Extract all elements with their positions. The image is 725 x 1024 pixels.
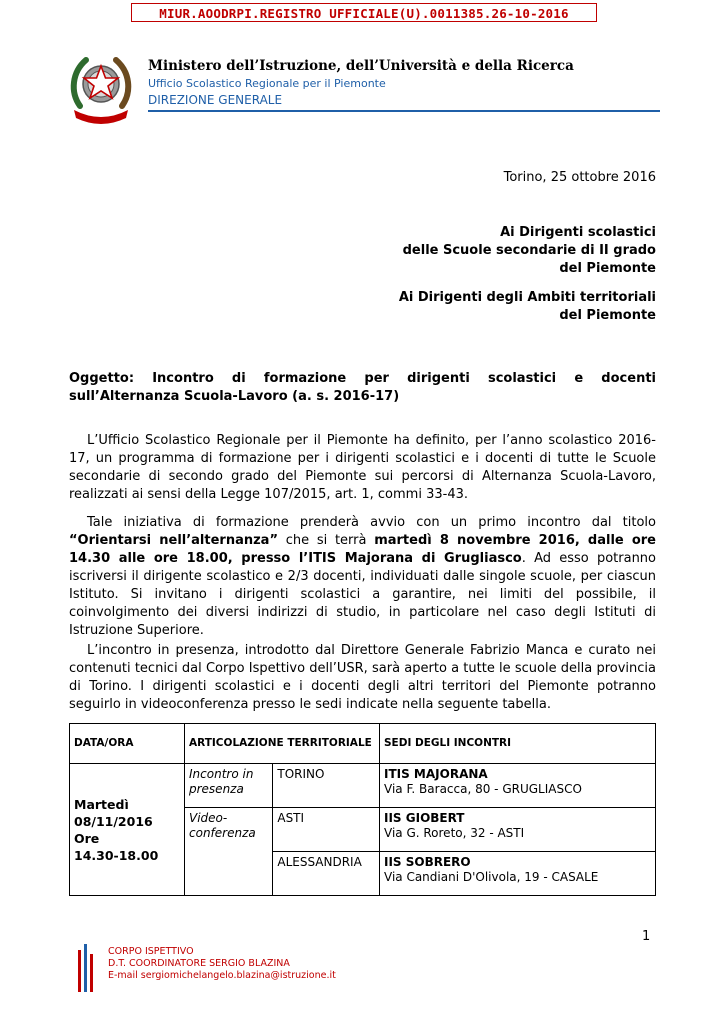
table-header: SEDI DEGLI INCONTRI bbox=[380, 724, 656, 764]
city-cell: TORINO bbox=[273, 764, 380, 808]
paragraph-2 bbox=[69, 514, 656, 640]
date-cell: Martedì 08/11/2016 Ore 14.30-18.00 bbox=[70, 764, 185, 896]
recipient-line: Ai Dirigenti degli Ambiti territoriali bbox=[398, 290, 656, 305]
city-cell: ALESSANDRIA bbox=[273, 852, 380, 896]
footer-contact bbox=[108, 946, 336, 982]
protocol-stamp: MIUR.AOODRPI.REGISTRO UFFICIALE(U).0011385.26-10-2016 bbox=[131, 3, 597, 22]
recipients-block-1 bbox=[403, 224, 656, 278]
mode-cell: Video-conferenza bbox=[185, 808, 273, 896]
venue-cell bbox=[380, 852, 656, 896]
ministry-name: Ministero dell’Istruzione, dell’Università e della Ricerca bbox=[148, 58, 574, 74]
direction-name: DIREZIONE GENERALE bbox=[148, 93, 283, 107]
school-name: IIS SOBRERO bbox=[384, 855, 471, 869]
recipient-line: del Piemonte bbox=[559, 308, 656, 323]
venue-cell bbox=[380, 764, 656, 808]
paragraph-text: Tale iniziativa di formazione prenderà avvio con un primo incontro dal titolo “Orientarsi nell’alternanza” che si terrà martedì 8 novembre 2016, dalle ore 14.30 alle ore 18.00, presso l’ITIS Majorana di Grugliasco. Ad esso potranno iscriversi il dirigente scolastico e 2/3 docenti, individuati dalle singole scuole, per ciascun Istituto. Si invitano i dirigenti scolastici a garantire, nei limiti del possibile, il coinvolgimento dei diversi indirizzi di studio, in particolare nel caso degli Istituti di Istruzione Superiore. bbox=[69, 515, 656, 638]
recipients-block-2 bbox=[399, 289, 656, 325]
footer-email: E-mail sergiomichelangelo.blazina@istruzione.it bbox=[108, 970, 336, 981]
schedule-table bbox=[69, 723, 656, 896]
date-line: Torino, 25 ottobre 2016 bbox=[503, 170, 656, 185]
table-header: DATA/ORA bbox=[70, 724, 185, 764]
paragraph-3 bbox=[69, 642, 656, 714]
recipient-line: del Piemonte bbox=[559, 261, 656, 276]
venue-cell bbox=[380, 808, 656, 852]
subject: Oggetto: Incontro di formazione per dirigenti scolastici e docenti sull’Alternanza Scuola-Lavoro (a. s. 2016-17) bbox=[69, 371, 656, 404]
paragraph-1 bbox=[69, 432, 656, 504]
table-header: ARTICOLAZIONE TERRITORIALE bbox=[185, 724, 380, 764]
recipient-line: Ai Dirigenti scolastici bbox=[500, 225, 656, 240]
paragraph-text: L’Ufficio Scolastico Regionale per il Piemonte ha definito, per l’anno scolastico 2016-17, un programma di formazione per i dirigenti scolastici e i docenti di tutte le Scuole secondarie di secondo grado del Piemonte sui percorsi di Alternanza Scuola-Lavoro, realizzati ai sensi della Legge 107/2015, art. 1, commi 33-43. bbox=[69, 433, 656, 502]
recipient-line: delle Scuole secondarie di II grado bbox=[402, 243, 656, 258]
footer-line: D.T. COORDINATORE SERGIO BLAZINA bbox=[108, 958, 290, 969]
school-address: Via Candiani D'Olivola, 19 - CASALE bbox=[384, 870, 599, 884]
header-divider bbox=[148, 110, 660, 112]
mode-cell: Incontro in presenza bbox=[185, 764, 273, 808]
header bbox=[148, 58, 574, 107]
school-address: Via G. Roreto, 32 - ASTI bbox=[384, 826, 525, 840]
event-title: “Orientarsi nell’alternanza” bbox=[69, 533, 279, 548]
page-number: 1 bbox=[642, 929, 651, 944]
school-name: IIS GIOBERT bbox=[384, 811, 465, 825]
paragraph-text: L’incontro in presenza, introdotto dal Direttore Generale Fabrizio Manca e curato nei contenuti tecnici dal Corpo Ispettivo dell’USR, sarà aperto a tutte le scuole della provincia di Torino. I dirigenti scolastici e i docenti degli altri territori del Piemonte potranno seguirlo in videoconferenza presso le sedi indicate nella seguente tabella. bbox=[69, 643, 656, 712]
republic-emblem-icon bbox=[66, 48, 136, 128]
event-datetime: martedì 8 novembre 2016, dalle ore 14.30 alle ore 18.00, presso l’ITIS Majorana di Grugliasco bbox=[69, 533, 656, 566]
school-address: Via F. Baracca, 80 - GRUGLIASCO bbox=[384, 782, 582, 796]
city-cell: ASTI bbox=[273, 808, 380, 852]
footer-logo-icon bbox=[78, 944, 100, 994]
office-name: Ufficio Scolastico Regionale per il Piemonte bbox=[148, 77, 386, 90]
school-name: ITIS MAJORANA bbox=[384, 767, 488, 781]
footer-line: CORPO ISPETTIVO bbox=[108, 946, 194, 957]
